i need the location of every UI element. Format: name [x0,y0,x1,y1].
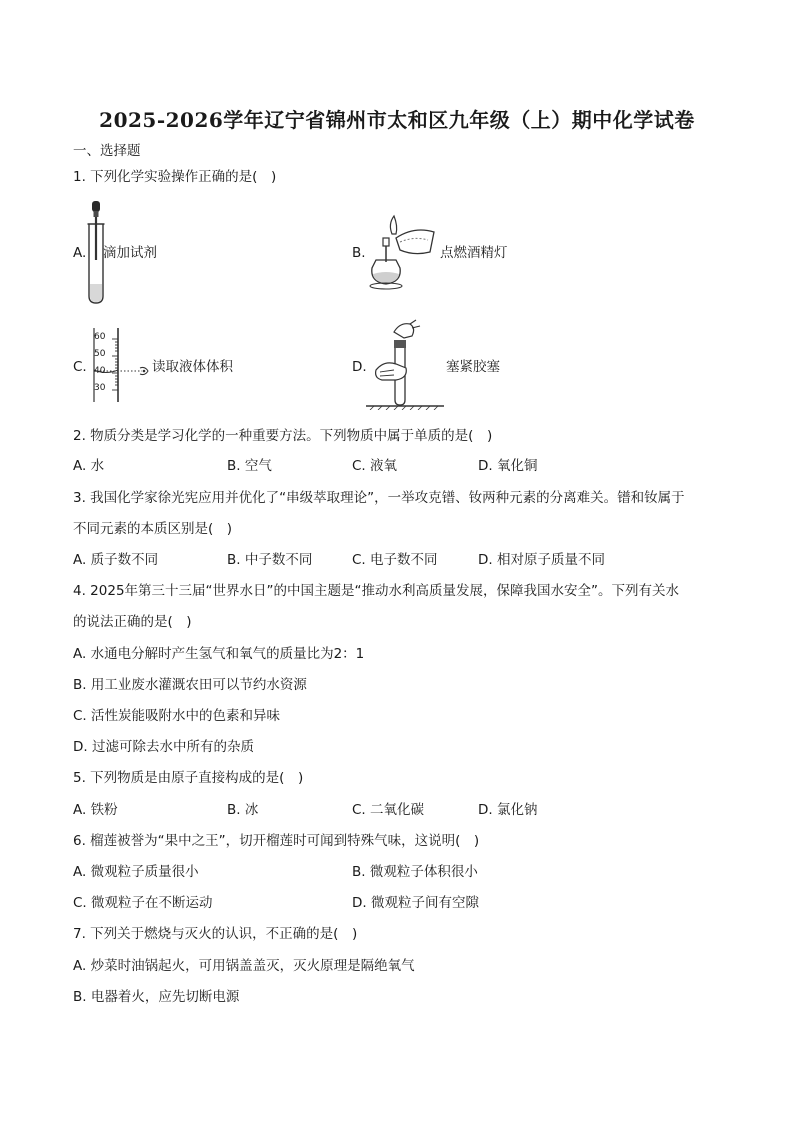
q2-option-b: B. 空气 [227,458,272,474]
question-4-stem-line2: 的说法正确的是( ) [73,614,192,630]
q4-option-d: D. 过滤可除去水中所有的杂质 [73,739,254,755]
q2-option-c: C. 液氧 [352,458,398,474]
q5-option-a: A. 铁粉 [73,802,118,818]
q1-option-d-label: 塞紧胶塞 [446,359,500,375]
question-4-stem-line1: 4. 2025年第三十三届“世界水日”的中国主题是“推动水利高质量发展，保障我国水安全”。下列有关水 [73,583,680,599]
q3-option-c: C. 电子数不同 [352,552,438,568]
q1-option-a-letter: A. [73,245,87,261]
q3-option-b: B. 中子数不同 [227,552,313,568]
q6-option-a: A. 微观粒子质量很小 [73,864,199,880]
question-6-stem: 6. 榴莲被誉为“果中之王”，切开榴莲时可闻到特殊气味，这说明( ) [73,833,480,849]
q4-option-a: A. 水通电分解时产生氢气和氧气的质量比为2：1 [73,646,365,662]
q1-option-d-letter: D. [352,359,367,375]
question-3-stem-line2: 不同元素的本质区别是( ) [73,521,233,537]
exam-title: 2025-2026学年辽宁省锦州市太和区九年级（上）期中化学试卷 [99,108,695,132]
q7-option-a: A. 炒菜时油锅起火，可用锅盖盖灭，灭火原理是隔绝氧气 [73,958,415,974]
cylinder-tick-50: 50 [94,349,106,359]
q5-option-d: D. 氯化钠 [478,802,538,818]
cylinder-tick-60: 60 [94,332,106,342]
q1-option-c-letter: C. [73,359,87,375]
cylinder-tick-30: 30 [94,383,106,393]
q5-option-b: B. 冰 [227,802,259,818]
q1-option-c-label: 读取液体体积 [152,359,233,375]
q1-option-b-label: 点燃酒精灯 [440,245,508,261]
question-3-stem-line1: 3. 我国化学家徐光宪应用并优化了“串级萃取理论”，一举攻克镨、钕两种元素的分离难关。镨和钕属于 [73,490,685,506]
q3-option-a: A. 质子数不同 [73,552,159,568]
question-5-stem: 5. 下列物质是由原子直接构成的是( ) [73,770,304,786]
section-heading: 一、选择题 [73,143,141,159]
q6-option-d: D. 微观粒子间有空隙 [352,895,479,911]
q7-option-b: B. 电器着火，应先切断电源 [73,989,240,1005]
q1-option-d-figure [366,318,444,410]
q6-option-b: B. 微观粒子体积很小 [352,864,478,880]
question-7-stem: 7. 下列关于燃烧与灭火的认识，不正确的是( ) [73,926,358,942]
q5-option-c: C. 二氧化碳 [352,802,425,818]
alcohol-lamp-icon [366,212,438,290]
cylinder-tick-40: 40 [94,366,106,376]
q1-option-b-figure [366,212,438,290]
q1-option-a-label: 滴加试剂 [103,245,157,261]
question-2-stem: 2. 物质分类是学习化学的一种重要方法。下列物质中属于单质的是( ) [73,428,493,444]
q1-option-b-letter: B. [352,245,366,261]
q6-option-c: C. 微观粒子在不断运动 [73,895,213,911]
question-1-stem: 1. 下列化学实验操作正确的是( ) [73,169,277,185]
q4-option-c: C. 活性炭能吸附水中的色素和异味 [73,708,281,724]
stopper-test-tube-icon [366,318,444,410]
q2-option-d: D. 氧化铜 [478,458,538,474]
q4-option-b: B. 用工业废水灌溉农田可以节约水资源 [73,677,307,693]
q2-option-a: A. 水 [73,458,105,474]
q3-option-d: D. 相对原子质量不同 [478,552,605,568]
